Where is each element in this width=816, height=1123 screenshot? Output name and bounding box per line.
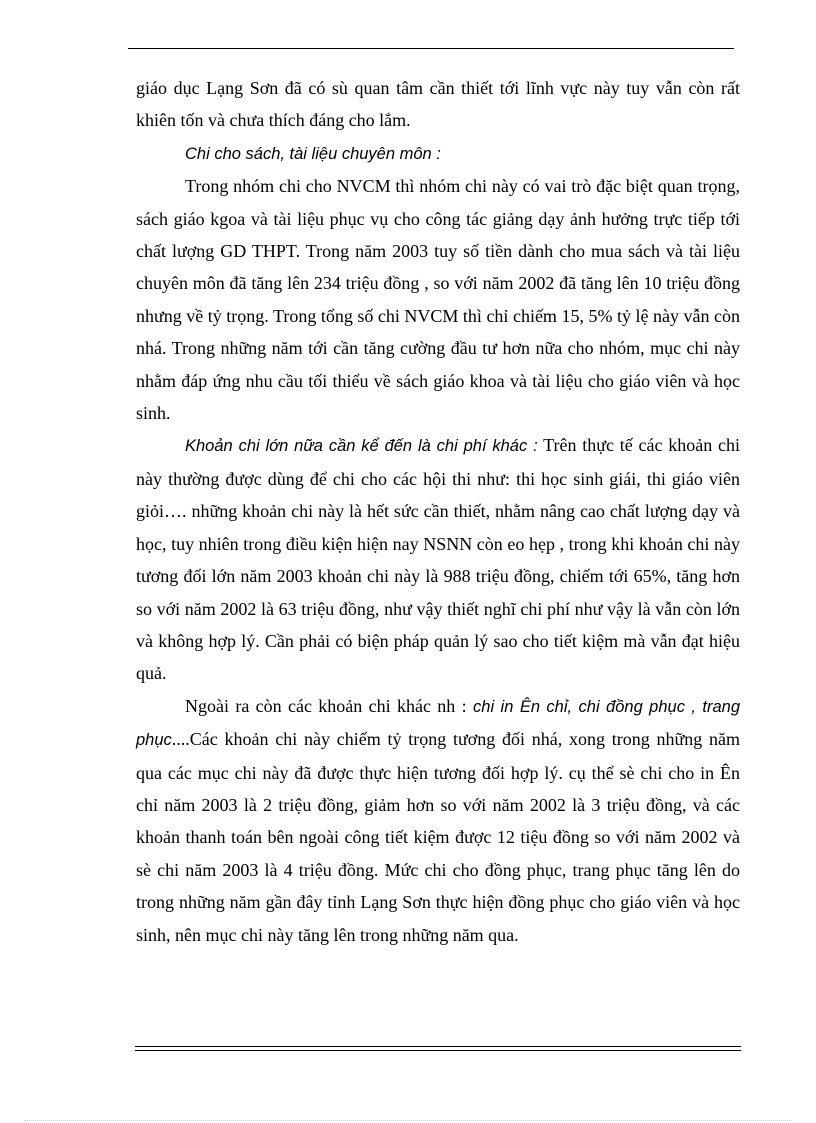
footer-rule: [135, 1046, 741, 1051]
misc-costs-items: chi in Ên chỉ, chi đồng phục , trang phục: [136, 697, 740, 750]
other-costs-body: Trên thực tế các khoản chi này thường được dùng để chi cho các hội thi như: thi học sinh giái, thi giáo viên giỏi…. những khoản chi này là hết sức cần thiết, nhằm nâng cao chất lượng dạy và học, tuy nhiên trong điều kiện hiện nay NSNN còn eo hẹp , trong khi khoản chi này tương đối lớn năm 2003 khoản chi này là 988 triệu đồng, chiếm tới 65%, tăng hơn so với năm 2002 là 63 triệu đồng, như vậy thiết nghĩ chi phí như vậy là vẫn còn lớn và không hợp lý. Cần phải có biện pháp quản lý sao cho tiết kiệm mà vẫn đạt hiệu quả.: [136, 435, 740, 684]
page-bottom-edge: [24, 1120, 792, 1121]
paragraph-misc-costs: [136, 690, 740, 951]
other-costs-lead: Khoản chi lớn nữa cần kể đến là chi phí khác :: [185, 437, 538, 456]
paragraph-books-spending: Trong nhóm chi cho NVCM thì nhóm chi này có vai trò đặc biệt quan trọng, sách giáo kgoa và tài liệu phục vụ cho công tác giảng dạy ảnh hưởng trực tiếp tới chất lượng GD THPT. Trong năm 2003 tuy số tiền dành cho mua sách và tài liệu chuyên môn đã tăng lên 234 triệu đồng , so với năm 2002 đã tăng lên 10 triệu đồng nhưng về tỷ trọng. Trong tổng số chi NVCM thì chỉ chiếm 15, 5% tỷ lệ này vẫn còn nhá. Trong những năm tới cần tăng cường đầu tư hơn nữa cho nhóm, mục chi này nhằm đáp ứng nhu cầu tối thiểu về sách giáo khoa và tài liệu cho giáo viên và học sinh.: [136, 176, 740, 424]
section-heading-books: [136, 137, 740, 170]
section-heading-books-text: Chi cho sách, tài liệu chuyên môn :: [185, 144, 441, 163]
misc-costs-body: ....Các khoản chi này chiếm tỷ trọng tương đối nhá, xong trong những năm qua các mục chi này đã được thực hiện tương đối hợp lý. cụ thể sè chi cho in Ên chỉ năm 2003 là 2 triệu đồng, giảm hơn so với năm 2002 là 3 triệu đồng, và các khoản thanh toán bên ngoài công tiết kiệm được 12 tiệu đồng so với năm 2002 và sè chi năm 2003 là 4 triệu đồng. Mức chi cho đồng phục, trang phục tăng lên do trong những năm gần đây tỉnh Lạng Sơn thực hiện đồng phục cho giáo viên và học sinh, nên mục chi này tăng lên trong những năm qua.: [136, 729, 740, 945]
document-body: [136, 72, 740, 951]
misc-costs-lead: Ngoài ra còn các khoản chi khác nh :: [185, 695, 467, 716]
paragraph-other-costs: [136, 429, 740, 689]
header-rule: [128, 48, 734, 49]
paragraph-continuation: giáo dục Lạng Sơn đã có sù quan tâm cần thiết tới lĩnh vực này tuy vẫn còn rất khiên tốn và chưa thích đáng cho lắm.: [136, 78, 740, 131]
